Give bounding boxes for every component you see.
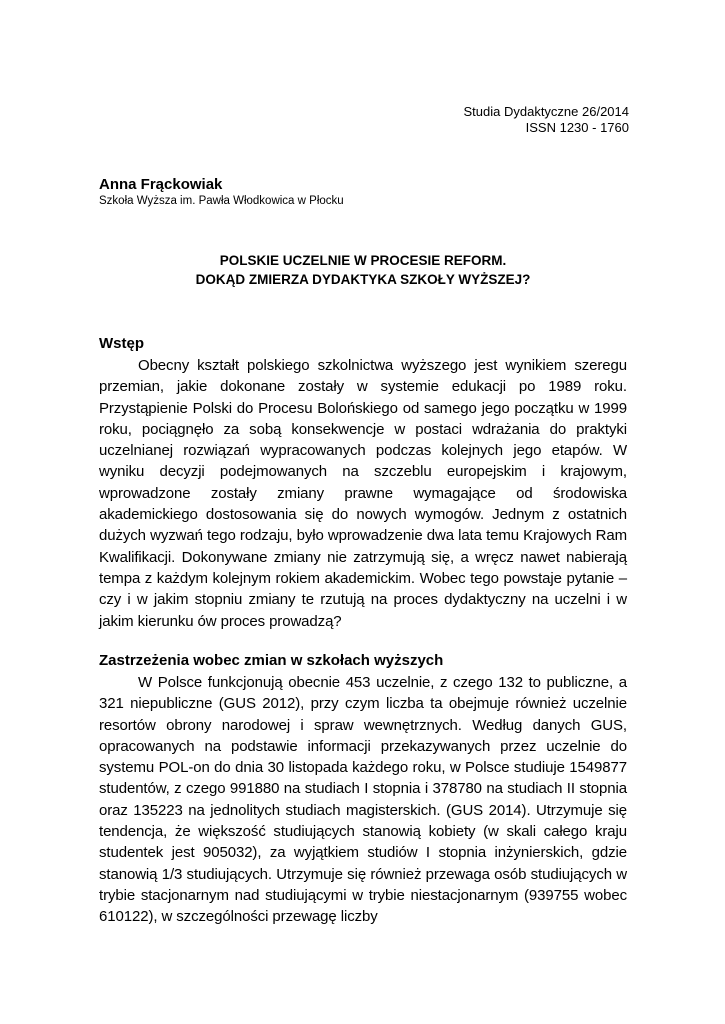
- author-affiliation: Szkoła Wyższa im. Pawła Włodkowica w Płocku: [99, 195, 344, 207]
- section-introduction: [99, 333, 627, 632]
- article-title: [99, 251, 627, 289]
- journal-issn: ISSN 1230 - 1760: [525, 120, 629, 135]
- journal-issue: Studia Dydaktyczne 26/2014: [463, 104, 629, 119]
- author-name: Anna Frąckowiak: [99, 176, 223, 193]
- section-heading: Wstęp: [99, 335, 144, 352]
- section-paragraph: Obecny kształt polskiego szkolnictwa wyższego jest wynikiem szeregu przemian, jakie dokonane zostały w systemie edukacji po 1989 roku. Przystąpienie Polski do Procesu Bolońskiego od samego jego początku w 1999 roku, pociągnęło za sobą konsekwencje w postaci wdrażania do praktyki uczelnianej rozwiązań wypracowanych podczas kolejnych jego etapów. W wyniku decyzji podejmowanych na szczeblu europejskim i krajowym, wprowadzone zostały zmiany prawne wymagające od środowiska akademickiego dostosowania się do nowych wymogów. Jednym z ostatnich dużych wyzwań tego rodzaju, było wprowadzenie dwa lata temu Krajowych Ram Kwalifikacji. Dokonywane zmiany nie zatrzymują się, a wręcz nawet nabierają tempa z każdym kolejnym rokiem akademickim. Wobec tego powstaje pytanie – czy i w jakim stopniu zmiany te rzutują na proces dydaktyczny na uczelni i w jakim kierunku ów proces prowadzą?: [99, 357, 627, 630]
- journal-info: [464, 104, 630, 136]
- section-reservations: [99, 650, 627, 928]
- section-heading: Zastrzeżenia wobec zmian w szkołach wyższych: [99, 652, 444, 669]
- title-line-2: DOKĄD ZMIERZA DYDAKTYKA SZKOŁY WYŻSZEJ?: [195, 272, 531, 287]
- title-line-1: POLSKIE UCZELNIE W PROCESIE REFORM.: [219, 253, 507, 268]
- author-block: [99, 176, 344, 209]
- section-paragraph: W Polsce funkcjonują obecnie 453 uczelnie, z czego 132 to publiczne, a 321 niepubliczne (GUS 2012), przy czym liczba ta obejmuje również uczelnie resortów obrony narodowej i spraw wewnętrznych. Według danych GUS, opracowanych na podstawie informacji przekazywanych przez uczelnie do systemu POL-on do dnia 30 listopada każdego roku, w Polsce studiuje 1549877 studentów, z czego 991880 na studiach I stopnia i 378780 na studiach II stopnia oraz 135223 na jednolitych studiach magisterskich. (GUS 2014). Utrzymuje się tendencja, że większość studiujących stanowią kobiety (w skali całego kraju studentek jest 905032), za wyjątkiem studiów I stopnia inżynierskich, gdzie stanowią 1/3 studiujących. Utrzymuje się również przewaga osób studiujących w trybie stacjonarnym nad studiującymi w trybie niestacjonarnym (939755 wobec 610122), w szczególności przewagę liczby: [99, 674, 627, 926]
